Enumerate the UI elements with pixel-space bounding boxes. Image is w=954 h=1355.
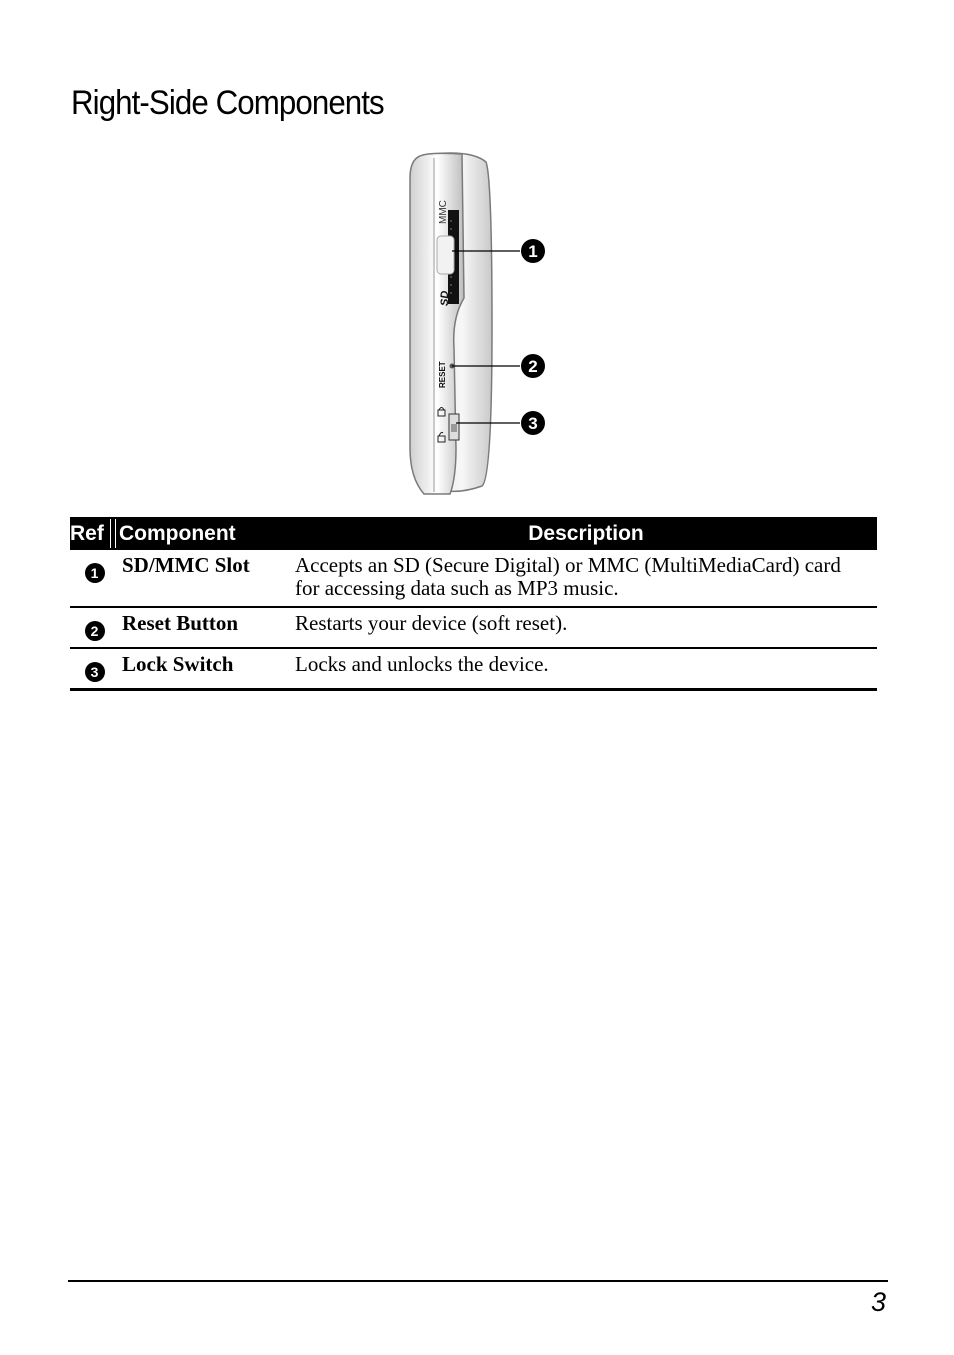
component-description: Accepts an SD (Secure Digital) or MMC (MultiMediaCard) card for accessing data such as MP3 music. xyxy=(295,550,877,607)
components-table xyxy=(70,517,877,691)
ref-number-badge: 2 xyxy=(85,621,105,641)
footer-divider xyxy=(68,1280,888,1282)
table-header-row xyxy=(70,517,877,550)
component-description: Locks and unlocks the device. xyxy=(295,648,877,690)
callout-marker-3 xyxy=(521,411,545,435)
reset-label: RESET xyxy=(438,361,447,388)
table-row xyxy=(70,648,877,690)
component-name: SD/MMC Slot xyxy=(119,550,295,607)
page-title: Right-Side Components xyxy=(71,84,384,122)
ref-number-badge: 3 xyxy=(85,662,105,682)
header-component: Component xyxy=(119,517,295,550)
device-right-side-figure xyxy=(400,148,560,498)
callout-marker-1 xyxy=(521,239,545,263)
header-description: Description xyxy=(295,517,877,550)
component-description: Restarts your device (soft reset). xyxy=(295,607,877,648)
component-name: Lock Switch xyxy=(119,648,295,690)
sd-logo: SD xyxy=(439,290,451,306)
header-ref: Ref xyxy=(70,517,119,550)
ref-number-badge: 1 xyxy=(85,563,105,583)
page-number: 3 xyxy=(870,1287,886,1317)
component-name: Reset Button xyxy=(119,607,295,648)
callout-2-label: 2 xyxy=(528,357,538,376)
device-illustration xyxy=(400,148,560,498)
table-row xyxy=(70,550,877,607)
table-row xyxy=(70,607,877,648)
callout-1-label: 1 xyxy=(528,242,538,261)
callout-3-label: 3 xyxy=(528,414,538,433)
callout-marker-2 xyxy=(521,354,545,378)
mmc-label: MMC xyxy=(438,200,449,224)
